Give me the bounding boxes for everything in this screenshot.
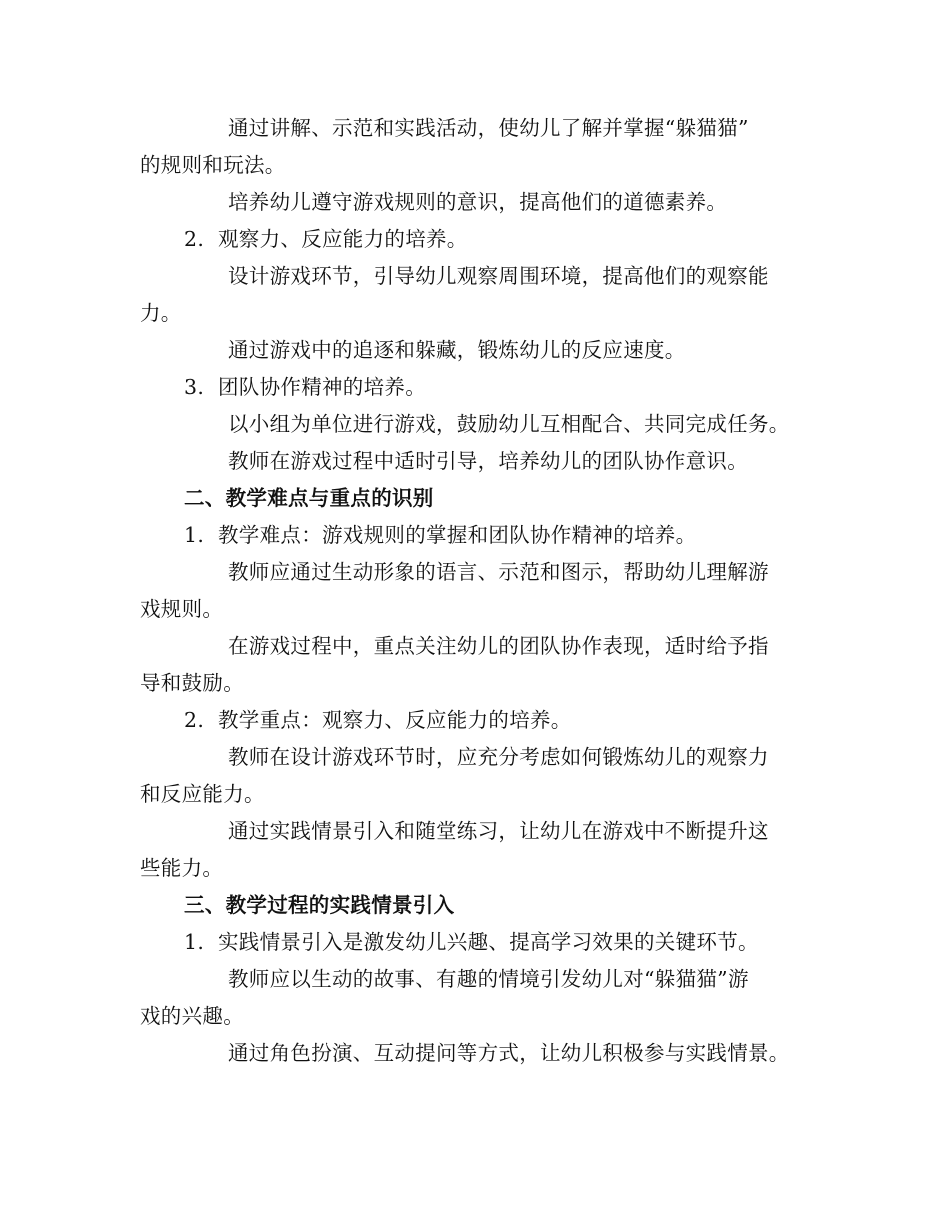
paragraph-line: 设计游戏环节，引导幼儿观察周围环境，提高他们的观察能 (228, 264, 769, 288)
paragraph-line: 力。 (140, 301, 182, 325)
list-item-text: 教学重点：观察力、反应能力的培养。 (218, 708, 572, 732)
paragraph-line: 教师应通过生动形象的语言、示范和图示，帮助幼儿理解游 (228, 560, 769, 584)
paragraph-line: 教师应以生动的故事、有趣的情境引发幼儿对“躲猫猫”游 (228, 967, 749, 991)
section-heading: 三、教学过程的实践情景引入 (184, 893, 455, 917)
paragraph-line: 培养幼儿遵守游戏规则的意识，提高他们的道德素养。 (228, 190, 728, 214)
list-item (184, 928, 759, 956)
paragraph-line: 教师在游戏过程中适时引导，培养幼儿的团队协作意识。 (228, 449, 748, 473)
paragraph-line: 戏的兴趣。 (140, 1004, 244, 1028)
list-item-number: 3. (184, 375, 205, 399)
paragraph-line: 和反应能力。 (140, 782, 265, 806)
list-item-text: 教学难点：游戏规则的掌握和团队协作精神的培养。 (218, 523, 697, 547)
list-item-number: 1. (184, 523, 205, 547)
list-item (184, 225, 468, 253)
section-heading: 二、教学难点与重点的识别 (184, 486, 434, 510)
paragraph-line: 戏规则。 (140, 597, 224, 621)
paragraph-line: 通过讲解、示范和实践活动，使幼儿了解并掌握“躲猫猫” (228, 116, 749, 140)
list-item (184, 706, 572, 734)
list-item-text: 实践情景引入是激发幼儿兴趣、提高学习效果的关键环节。 (218, 930, 759, 954)
paragraph-line: 以小组为单位进行游戏，鼓励幼儿互相配合、共同完成任务。 (228, 412, 790, 436)
paragraph-line: 在游戏过程中，重点关注幼儿的团队协作表现，适时给予指 (228, 634, 769, 658)
paragraph-line: 教师在设计游戏环节时，应充分考虑如何锻炼幼儿的观察力 (228, 745, 769, 769)
list-item-text: 团队协作精神的培养。 (218, 375, 426, 399)
list-item-number: 1. (184, 930, 205, 954)
list-item-number: 2. (184, 227, 205, 251)
paragraph-line: 些能力。 (140, 856, 224, 880)
list-item-text: 观察力、反应能力的培养。 (218, 227, 468, 251)
paragraph-line: 导和鼓励。 (140, 671, 244, 695)
list-item (184, 521, 696, 549)
list-item (184, 373, 426, 401)
paragraph-line: 的规则和玩法。 (140, 153, 286, 177)
list-item-number: 2. (184, 708, 205, 732)
paragraph-line: 通过角色扮演、互动提问等方式，让幼儿积极参与实践情景。 (228, 1041, 790, 1065)
paragraph-line: 通过游戏中的追逐和躲藏，锻炼幼儿的反应速度。 (228, 338, 686, 362)
paragraph-line: 通过实践情景引入和随堂练习，让幼儿在游戏中不断提升这 (228, 819, 769, 843)
